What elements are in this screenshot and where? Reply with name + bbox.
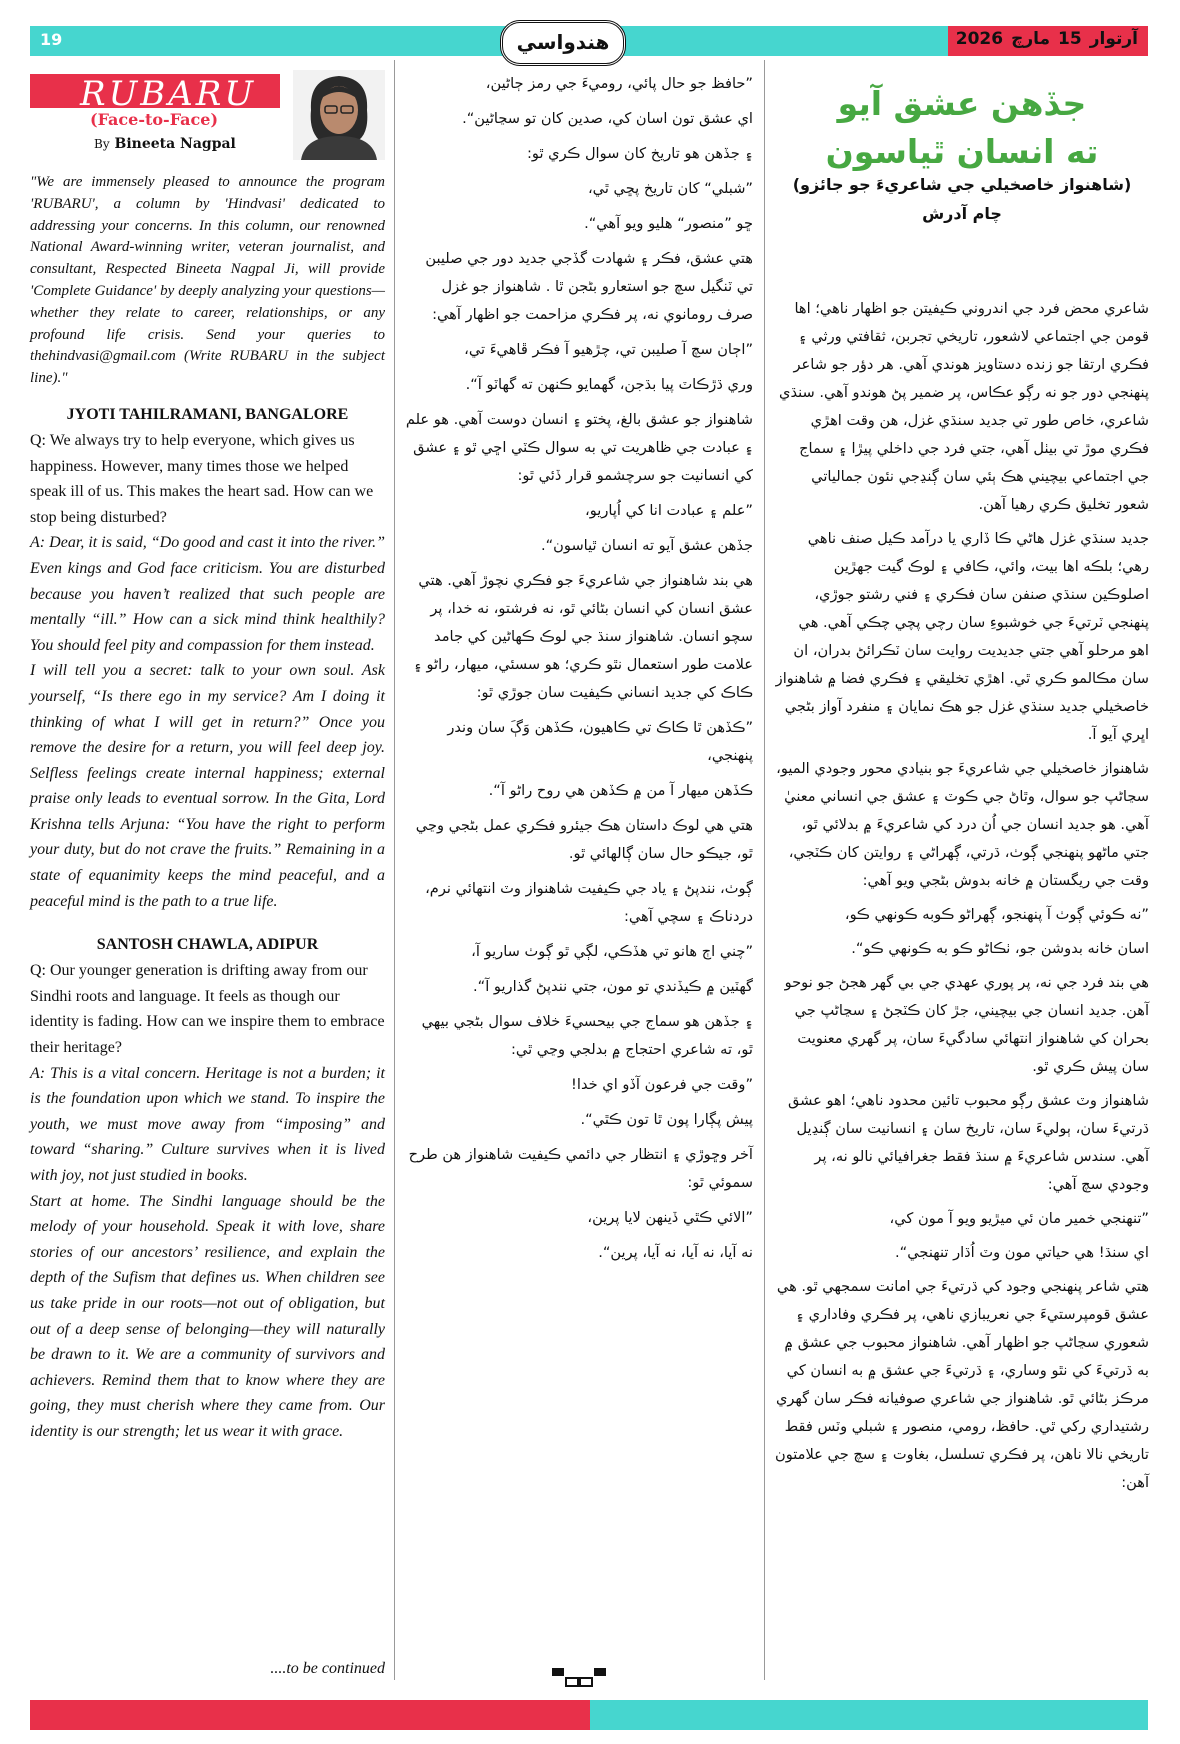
article-paragraph: جڏهن عشق آيو ته انسان ٿياسون“. <box>540 537 753 554</box>
article-byline: چام آدرش <box>922 204 1002 223</box>
headline-line: ته انسان ٿياسون <box>825 132 1099 171</box>
date-year: 2026 <box>955 29 1004 49</box>
article-paragraph: ”الائي ڪٿي ڏينهن لايا پرين، <box>587 1209 753 1226</box>
article-paragraph: گهٽين ۾ ڪيڏندي تو مون، جتي نندپڻ گذاريو آ“. <box>473 978 753 995</box>
querent-name: SANTOSH CHAWLA, ADIPUR <box>96 936 319 954</box>
end-mark-icon <box>550 1666 610 1688</box>
article-paragraph: ”چني اڄ هانو تي هڏڪي، لڳي ٿو ڳوٺ ساريو آ، <box>471 943 753 960</box>
article-column-middle <box>405 70 753 1274</box>
question: Q: We always try to help everyone, which gives us happiness. However, many times those we helped speak ill of us. This makes the heart sad. How can we stop being disturbed? <box>30 431 374 526</box>
to-be-continued: ....to be continued <box>270 1660 385 1677</box>
article-paragraph: پيش پڳارا پون ٿا تون ڪٿي“. <box>580 1111 753 1128</box>
article-paragraph: هتي عشق، فڪر ۽ شهادت گڏجي جديد دور جي صليبن تي ٽنگيل سچ جو استعارو بڻجن ٿا . شاهنواز جو غزل صرف رومانوي نه، پر فڪري مزاحمت جو اظهار آهي: <box>425 250 753 323</box>
page-number: 19 <box>40 30 63 49</box>
rubaru-byline <box>94 136 236 152</box>
date-number: 15 <box>1058 29 1082 49</box>
article-headline <box>775 80 1149 176</box>
article-paragraph: شاهنواز وٽ عشق رڳو محبوب تائين محدود ناهي؛ اهو عشق ڌرتيءَ سان، ٻوليءَ سان، تاريخ سان ۽ انسانيت سان ڳنڍيل آهي. سندس شاعريءَ ۾ سنڌ فقط جغرافيائي نالو نه، پر وجودي سچ آهي: <box>787 1092 1149 1193</box>
bottom-banner-teal <box>590 1700 1148 1730</box>
author-name: Bineeta Nagpal <box>114 136 236 152</box>
article-paragraph: اي سنڌ! هي حياتي مون وٽ اُڌار تنهنجي“. <box>895 1244 1149 1261</box>
article-column-right <box>775 295 1149 1503</box>
article-paragraph: شاهنواز خاصخيلي جي شاعريءَ جو بنيادي محور وجودي الميو، سڃاڻپ جو سوال، وٿاڻ جي ڪوٽ ۽ عشق جي انساني معنيٰ آهي. هو جديد انسان جي اُن درد کي شاعريءَ ۾ بدلائي ٿو، جتي ماڻهو پنهنجي ڳوٺ، ڌرتي، ڳهراڻي ۽ روايتن کان ڪٽجي، وقت جي ريگستان ۾ خانه بدوش بڻجي ويو آهي: <box>776 760 1149 889</box>
article-paragraph: هتي هي لوڪ داستان هڪ جيئرو فڪري عمل بڻجي وڃي ٿو، جيڪو حال سان ڳالهائي ٿو. <box>415 817 753 862</box>
question: Q: Our younger generation is drifting away from our Sindhi roots and language. It feels as though our identity is fading. How can we inspire them to embrace their heritage? <box>30 962 385 1057</box>
article-paragraph: ”وقت جي فرعون آڏو اي خدا! <box>571 1076 753 1093</box>
column-divider <box>764 60 765 1680</box>
issue-date <box>948 29 1138 49</box>
article-paragraph: ”شبلي“ کان تاريخ پڇي ٿي، <box>587 180 753 197</box>
headline-line: جڏهن عشق آيو <box>837 84 1087 123</box>
article-paragraph: اسان خانه بدوشن جو، ٺڪاڻو ڪو به ڪونهي ڪو“. <box>851 940 1149 957</box>
bottom-banner-red <box>30 1700 590 1730</box>
date-month: مارچ <box>1011 29 1051 49</box>
answer: Start at home. The Sindhi language should be the melody of your household. Speak it with love, share stories of our ancestors’ resilience, and explain the depth of the Sufism that defines us. When children see us take pride in our roots—not out of obligation, but out of a deep sense of belonging—they will naturally be drawn to it. We are a community of survivors and achievers. Remind them that to know where they are going, they must cherish where they came from. Our identity is our strength; let us wear it with grace. <box>30 1192 385 1440</box>
article-paragraph: ڳوٺ، نندپڻ ۽ ياد جي ڪيفيت شاهنواز وٽ انتهائي نرم، دردناڪ ۽ سچي آهي: <box>425 880 753 925</box>
article-paragraph: ”اڄان سچ آ صليبن تي، چڙهيو آ فڪر ڦاهيءَ تي، <box>464 341 753 358</box>
article-paragraph: هتي شاعر پنهنجي وجود کي ڌرتيءَ جي امانت سمجهي ٿو. هي عشق قومپرستيءَ جي نعريبازي ناهي، پر فڪري وفاداري ۽ شعوري سڃاڻپ جو اظهار آهي. شاهنواز محبوب جي عشق ۾ به ڌرتيءَ کي نٿو وساري، ۽ ڌرتيءَ جي عشق ۾ به انسان کي مرڪز بڻائي ٿو. شاهنواز جي شاعري صوفيانه فڪر سان گهري رشتيداري رکي ٿي. حافظ، رومي، منصور ۽ شبلي وٽس فقط تاريخي نالا ناهن، پر فڪري تسلسل، بغاوت ۽ سچ جي علامتون آهن: <box>775 1278 1149 1491</box>
answer: A: Dear, it is said, “Do good and cast it into the river.” Even kings and God face criticism. You are disturbed because you haven’t realized that such people are mentally “ill.” How can a sick mind think healthily? You should feel pity and compassion for them instead. <box>30 534 385 654</box>
rubaru-header <box>30 70 385 160</box>
article-paragraph: ”حافظ جو حال پائي، روميءَ جي رمز ڄاڻين، <box>485 75 753 92</box>
article-paragraph: هي بند فرد جي نه، پر پوري عهدي جي بي گهر هجڻ جو نوحو آهن. جديد انسان جي بيچيني، جڙ کان ڪٽجڻ ۽ سڃاڻپ جي بحران کي شاهنواز انتهائي سادگيءَ سان، پر گهري معنويت سان پيش ڪري ٿو. <box>784 974 1149 1075</box>
date-day: آرتوار <box>1089 29 1138 49</box>
bottom-banner <box>30 1700 1148 1730</box>
rubaru-title: RUBARU <box>80 74 257 114</box>
masthead-logo: هندواسي <box>500 20 626 66</box>
article-subhead: (شاهنواز خاصخيلي جي شاعريءَ جو جائزو) <box>792 175 1132 194</box>
article-paragraph: ۽ جڏهن هو تاريخ کان سوال ڪري ٿو: <box>527 145 753 162</box>
column-divider <box>394 60 395 1680</box>
article-paragraph: هي بند شاهنواز جي شاعريءَ جو فڪري نچوڙ آهي. هتي عشق انسان کي انسان بڻائي ٿو، نه فرشتو، نه خدا، پر سچو انسان. شاهنواز سنڌ جي لوڪ ڪهاڻين کي جامد علامت طور استعمال نٿو ڪري؛ هو سسئي، ميهار، راڻو ۽ ڪاڪ کي جديد انساني ڪيفيت سان جوڙي ٿو: <box>413 572 753 701</box>
byline-prefix: By <box>94 137 110 151</box>
article-paragraph: شاهنواز جو عشق بالغ، پختو ۽ انسان دوست آهي. هو علم ۽ عبادت جي ظاهريت تي به سوال ڪٽي اڇي ٿو ۽ عشق کي انسانيت جو سرچشمو قرار ڏئي ٿو: <box>405 411 753 484</box>
article-paragraph: ”ڪڏهن ٿا ڪاڪ تي ڪاهيون، ڪڏهن وَڳَ سان وندر پنهنجي، <box>447 719 753 764</box>
article-paragraph: ”علم ۽ عبادت انا کي اُپاريو، <box>585 502 753 519</box>
article-paragraph: ڇو ”منصور“ هليو ويو آهي“. <box>584 215 753 232</box>
article-paragraph: اي عشق تون اسان کي، صدين کان تو سڃاڻين“. <box>462 110 753 127</box>
article-paragraph: آخر وڇوڙي ۽ انتظار جي دائمي ڪيفيت شاهنواز هن طرح سموئي ٿو: <box>408 1146 753 1191</box>
article-paragraph: جديد سنڌي غزل هاڻي ڪا ڏاري يا درآمد ڪيل صنف ناهي رهي؛ بلڪه اها بيت، وائي، ڪافي ۽ لوڪ گيت جهڙين اصلوڪين سنڌي صنفن سان فڪري ۽ فني رشتو جوڙي، پنهنجي ٽرتيءَ جي خوشبوءِ سان رچي پچي چڪي آهي. هي اهو مرحلو آهي جتي جديديت روايت سان ٽڪرائڻ بدران، ان سان مڪالمو ڪري ٿي. اهڙي تخليقي ۽ فڪري فضا ۾ شاهنواز خاصخيلي جديد سنڌي غزل جو هڪ نمايان ۽ منفرد آواز بڻجي اڀري آيو آ. <box>775 530 1149 743</box>
article-paragraph: ”تنهنجي خمير مان ئي ميڙيو ويو آ مون کي، <box>889 1210 1149 1227</box>
article-paragraph: وري ڌڙڪاٽ پيا بڌجن، گهمايو ڪنهن ته گهاٽو آ“. <box>465 376 753 393</box>
author-portrait <box>293 70 385 160</box>
article-paragraph: ”نه ڪوئي ڳوٺ آ پنهنجو، ڳهراڻو ڪوبه ڪونهي ڪو، <box>844 906 1149 923</box>
article-paragraph: شاعري محض فرد جي اندروني ڪيفيتن جو اظهار ناهي؛ اها قومن جي اجتماعي لاشعور، تاريخي تجربن، ثقافتي ورثي ۽ فڪري ارتقا جو زنده دستاويز هوندي آهي. هر دؤر جو شاعر پنهنجي دور جو نه رڳو عڪاس، پر ضمير پڻ هوندو آهي. سنڌي شاعري، خاص طور تي جديد سنڌي غزل، هن وقت اهڙي فڪري موڙ تي بيٺل آهي، جتي فرد جي داخلي پيڙا ۽ سماج جي اجتماعي بيچيني هڪ ٻئي سان ڳنڍجي نئون جمالياتي شعور تخليق ڪري رهيا آهن. <box>779 300 1149 513</box>
article-paragraph: ڪڏهن ميهار آ من ۾ ڪڏهن هي روح راڻو آ“. <box>488 782 753 799</box>
article-paragraph: ۽ جڏهن هو سماج جي بيحسيءَ خلاف سوال بڻجي بيهي ٿو، ته شاعري احتجاج ۾ بدلجي وڃي ٿي: <box>421 1013 753 1058</box>
rubaru-column <box>30 172 385 1445</box>
answer: A: This is a vital concern. Heritage is not a burden; it is the foundation upon which we stand. To inspire the youth, we must move away from “imposing” and toward “sharing.” Culture survives when it is lived with joy, not just studied in books. <box>30 1064 385 1184</box>
rubaru-subtitle: (Face-to-Face) <box>90 110 219 129</box>
answer: I will tell you a secret: talk to your own soul. Ask yourself, “Is there ego in my service? Am I doing it thinking of what I will get in return?” Once you remove the desire for a return, you will feel deep joy. Selfless feelings create internal happiness; external praise only leads to eventual sorrow. In the Gita, Lord Krishna tells Arjuna: “You have the right to perform your duty, but do not crave the fruits.” Remaining in a state of equanimity keeps the mind peaceful, and a peaceful mind is the path to a true life. <box>30 662 385 910</box>
querent-name: JYOTI TAHILRAMANI, BANGALORE <box>66 405 349 423</box>
rubaru-intro: "We are immensely pleased to announce the program 'RUBARU', a column by 'Hindvasi' dedicated to addressing your concerns. In this column, our renowned National Award-winning writer, veteran journalist, and consultant, Respected Bineeta Nagpal Ji, will provide 'Complete Guidance' by deeply analyzing your questions—whether they relate to career, relationships, or any profound life crisis. Send your queries to thehindvasi@gmail.com (Write RUBARU in the subject line)." <box>30 174 385 387</box>
article-paragraph: نه آيا، نه آيا، نه آيا، پرين“. <box>598 1244 753 1261</box>
